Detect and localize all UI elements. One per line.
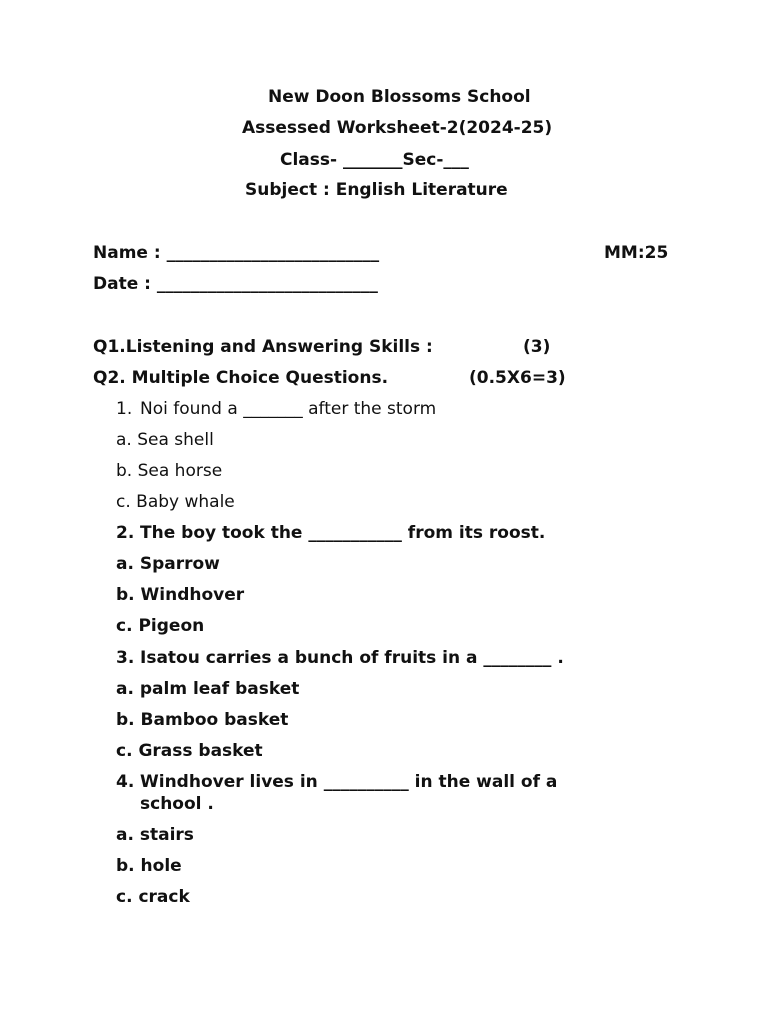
option-b: b. Bamboo basket [116, 710, 289, 730]
option-c: c. Grass basket [116, 741, 263, 761]
class-section-line: Class- _______Sec-___ [280, 150, 469, 170]
option-a: a. palm leaf basket [116, 679, 300, 699]
option-b: b. Windhover [116, 585, 245, 605]
question-text-line1: Windhover lives in __________ in the wall of a [140, 772, 558, 792]
question-text: Noi found a _______ after the storm [140, 399, 437, 419]
question-text: Isatou carries a bunch of fruits in a ________ . [140, 648, 564, 668]
question-number: 4. [116, 772, 135, 792]
option-c: c. crack [116, 887, 190, 907]
question-number: 2. [116, 523, 135, 543]
q1-marks: (3) [523, 337, 551, 357]
option-c: c. Baby whale [116, 492, 235, 512]
option-c: c. Pigeon [116, 616, 205, 636]
option-a: a. stairs [116, 825, 194, 845]
question-number: 3. [116, 648, 135, 668]
option-a: a. Sparrow [116, 554, 220, 574]
date-line: Date : __________________________ [93, 274, 378, 294]
question-text-line2: school . [140, 794, 214, 814]
name-line: Name : _________________________ [93, 243, 380, 263]
option-b: b. Sea horse [116, 461, 223, 481]
max-marks: MM:25 [604, 243, 669, 263]
option-b: b. hole [116, 856, 182, 876]
option-a: a. Sea shell [116, 430, 214, 450]
subject-line: Subject : English Literature [245, 180, 508, 200]
q1-title: Q1.Listening and Answering Skills : [93, 337, 433, 357]
question-number: 1. [116, 399, 133, 419]
question-text: The boy took the ___________ from its roost. [140, 523, 546, 543]
q2-title: Q2. Multiple Choice Questions. [93, 368, 389, 388]
worksheet-title: Assessed Worksheet-2(2024-25) [242, 118, 553, 138]
school-name: New Doon Blossoms School [268, 87, 531, 107]
q2-marks: (0.5X6=3) [469, 368, 566, 388]
